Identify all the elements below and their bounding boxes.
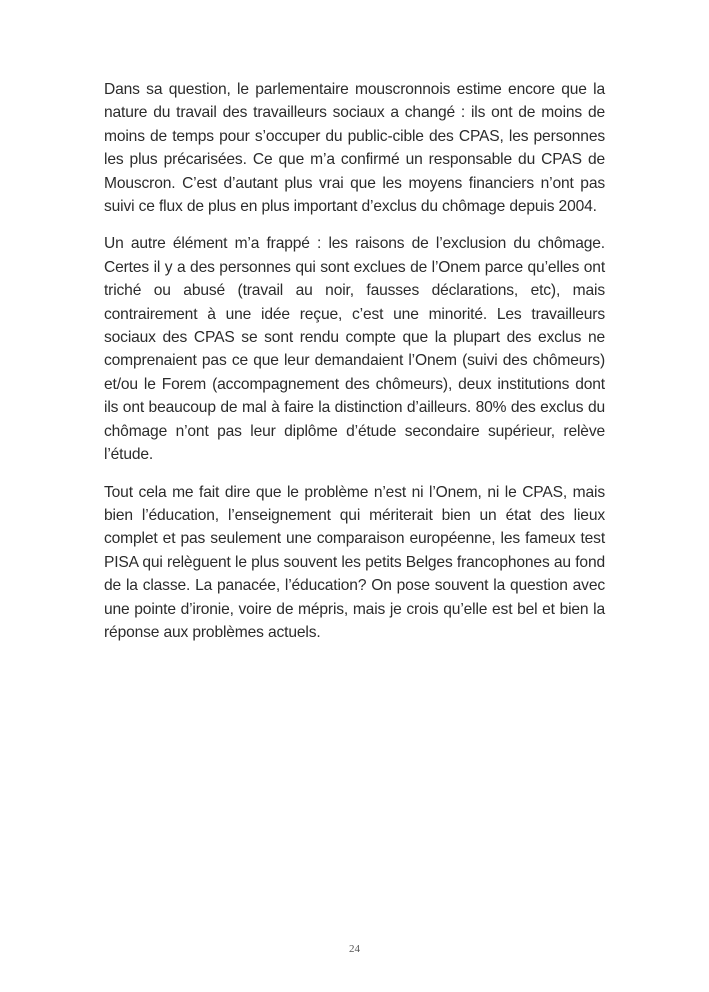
paragraph-3: Tout cela me fait dire que le problème n’est ni l’Onem, ni le CPAS, mais bien l’éducation, l’enseignement qui mériterait bien un état des lieux complet et pas seulement une comparaison européenne, les fameux test PISA qui relèguent le plus souvent les petits Belges francophones au fond de la classe. La panacée, l’éducation? On pose souvent la question avec une pointe d’ironie, voire de mépris, mais je crois qu’elle est bel et bien la réponse aux problèmes actuels. (104, 483, 605, 641)
paragraph-2: Un autre élément m’a frappé : les raisons de l’exclusion du chômage. Certes il y a des personnes qui sont exclues de l’Onem parce qu’elles ont triché ou abusé (travail au noir, fausses déclarations, etc), mais contrairement à une idée reçue, c’est une minorité. Les travailleurs sociaux des CPAS se sont rendu compte que la plupart des exclus ne comprenaient pas ce que leur demandaient l’Onem (suivi des chômeurs) et/ou le Forem (accompagnement des chômeurs), deux institutions dont ils ont beaucoup de mal à faire la distinction d’ailleurs. 80% des exclus du chômage n’ont pas leur diplôme d’étude secondaire supérieur, relève l’étude. (104, 235, 605, 464)
page-number: 24 (349, 943, 360, 955)
body-text (104, 78, 605, 658)
paragraph-1: Dans sa question, le parlementaire mouscronnois estime encore que la nature du travail des travailleurs sociaux a changé : ils ont de moins de moins de temps pour s’occuper du public-cible des CPAS, les personnes les plus précarisées. Ce que m’a confirmé un responsable du CPAS de Mouscron. C’est d’autant plus vrai que les moyens financiers n’ont pas suivi ce flux de plus en plus important d’exclus du chômage depuis 2004. (104, 81, 605, 216)
